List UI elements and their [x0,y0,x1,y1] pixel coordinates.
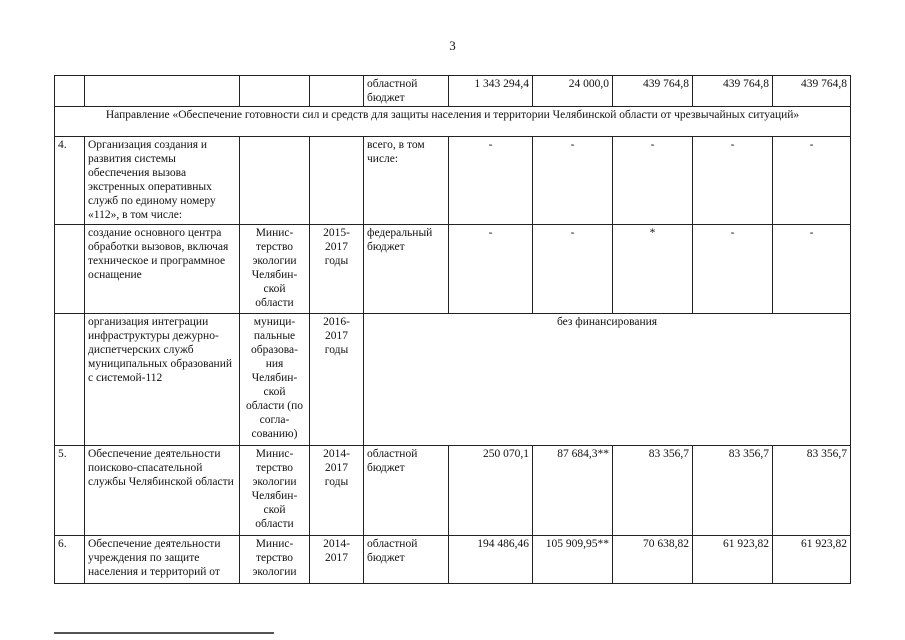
cell-value-2015: 439 764,8 [613,76,693,107]
table-row-4b [55,314,851,446]
cell-value-2017: - [773,225,851,314]
cell-executor [240,137,310,225]
cell-period: 2014-2017 годы [310,446,364,536]
cell-source: областной бюджет [364,76,449,107]
cell-value-2015: - [613,137,693,225]
cell-period: 2016-2017 годы [310,314,364,446]
cell-value-2015: * [613,225,693,314]
direction-header: Направление «Обеспечение готовности сил и средств для защиты населения и территории Челябинской области от чрезвычайных ситуаций» [55,107,851,137]
cell-value-2016: 83 356,7 [693,446,773,536]
cell-num: 6. [55,536,85,584]
cell-num [55,225,85,314]
cell-value-total: 250 070,1 [449,446,533,536]
cell-source: всего, в том числе: [364,137,449,225]
cell-value-2017: 439 764,8 [773,76,851,107]
cell-period [310,137,364,225]
cell-name [85,76,240,107]
cell-value-2015: 70 638,82 [613,536,693,584]
program-table [54,75,851,584]
cell-value-2017: 61 923,82 [773,536,851,584]
cell-value-2014: 105 909,95** [533,536,613,584]
table-row-4 [55,137,851,225]
cell-value-2017: - [773,137,851,225]
cell-executor: муници-пальные образова-ния Челябин-ской области (по согла-сованию) [240,314,310,446]
cell-name: Организация создания и развития системы обеспечения вызова экстренных оперативных служб по единому номеру «112», в том числе: [85,137,240,225]
cell-value-2016: - [693,137,773,225]
cell-value-total: - [449,225,533,314]
cell-value-total: 1 343 294,4 [449,76,533,107]
cell-name: создание основного центра обработки вызовов, включая техническое и программное оснащение [85,225,240,314]
cell-value-total: 194 486,46 [449,536,533,584]
cell-period [310,76,364,107]
cell-value-2014: 24 000,0 [533,76,613,107]
footnote-rule [54,632,274,634]
cell-num: 5. [55,446,85,536]
cell-value-2016: 439 764,8 [693,76,773,107]
cell-period: 2015-2017 годы [310,225,364,314]
cell-value-2014: - [533,225,613,314]
cell-value-2015: 83 356,7 [613,446,693,536]
cell-name: Обеспечение деятельности учреждения по защите населения и территорий от [85,536,240,584]
table-row-direction [55,107,851,137]
table-row-6 [55,536,851,584]
cell-executor [240,76,310,107]
cell-num: 4. [55,137,85,225]
no-funding-note: без финансирования [364,314,851,446]
cell-source: областной бюджет [364,446,449,536]
cell-executor: Минис-терство экологии [240,536,310,584]
cell-source: федеральный бюджет [364,225,449,314]
cell-num [55,314,85,446]
cell-executor: Минис-терство экологии Челябин-ской области [240,446,310,536]
cell-value-2017: 83 356,7 [773,446,851,536]
cell-num [55,76,85,107]
cell-name: Обеспечение деятельности поисково-спасательной службы Челябинской области [85,446,240,536]
cell-executor: Минис-терство экологии Челябин-ской области [240,225,310,314]
cell-period: 2014-2017 [310,536,364,584]
cell-value-2016: - [693,225,773,314]
cell-value-2016: 61 923,82 [693,536,773,584]
cell-name: организация интеграции инфраструктуры дежурно-диспетчерских служб муниципальных образований с системой-112 [85,314,240,446]
cell-value-2014: 87 684,3** [533,446,613,536]
page-number: 3 [449,38,456,53]
table-row-5 [55,446,851,536]
cell-source: областной бюджет [364,536,449,584]
cell-value-total: - [449,137,533,225]
table-row-4a [55,225,851,314]
cell-value-2014: - [533,137,613,225]
table-row-budget-total [55,76,851,107]
